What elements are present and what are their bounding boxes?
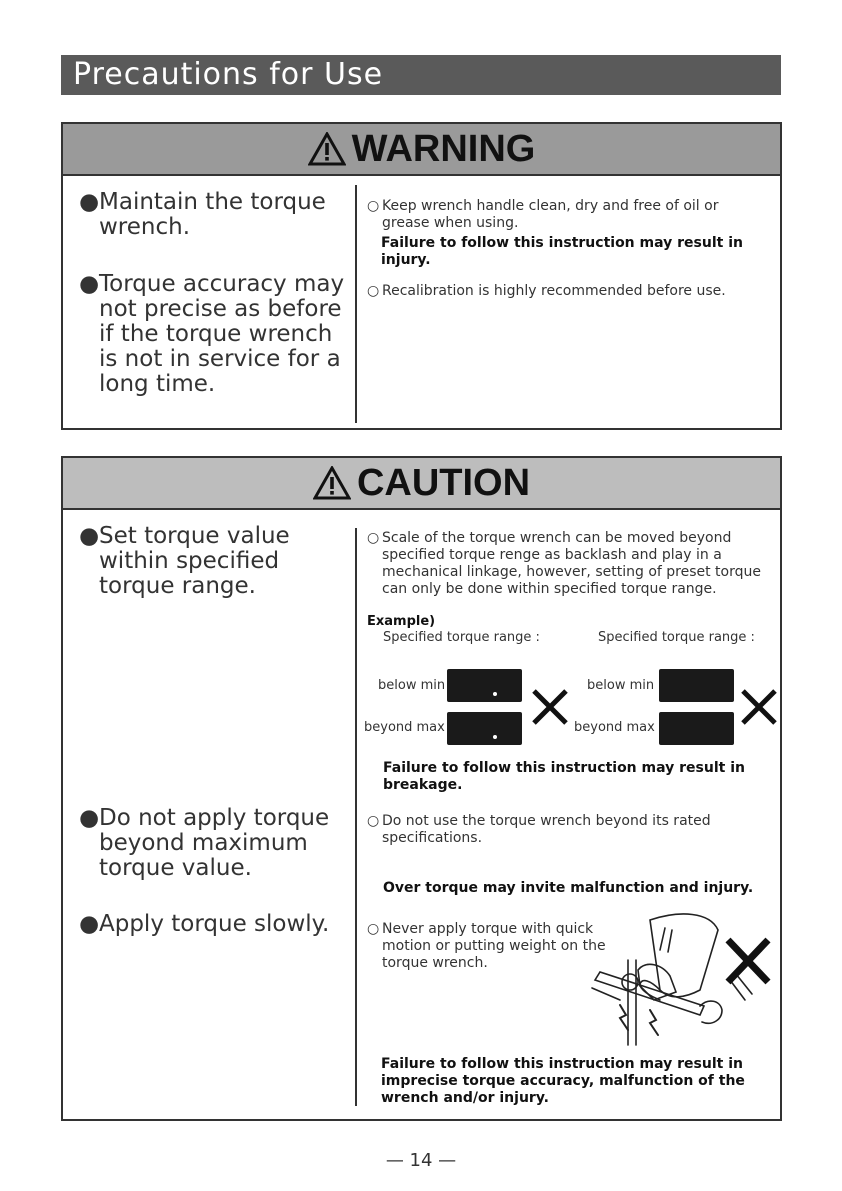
caution-item-scale: ○ Scale of the torque wrench can be moved beyond specified torque renge as backlash and play in a mechanical linkage, however, setting of preset torque can only be done within specified torque range. [367,530,761,597]
caution-header [63,458,780,510]
warning-item-clean: ○ Keep wrench handle clean, dry and free of oil or grease when using. [367,198,719,231]
torque-display-beyond-max-2 [659,712,734,745]
torque-display-below-min-2 [659,669,734,702]
caution-title: CAUTION [356,461,531,504]
warning-triangle-icon [313,466,351,500]
warning-triangle-icon [308,132,346,166]
caution-bullet-slowly: ● Apply torque slowly. [79,911,330,937]
page-number: — 14 — [385,1150,457,1171]
warning-item-recalibration: ○ Recalibration is highly recommended before use. [367,283,726,299]
x-mark-icon [728,940,768,982]
beyond-max-label-left: beyond max [364,720,445,735]
warning-bullet-accuracy: ● Torque accuracy may not precise as before if the torque wrench is not in service for a long time. [79,271,345,397]
caution-note-over-torque: Over torque may invite malfunction and injury. [383,880,754,896]
bullet-icon: ● [79,189,100,215]
x-mark-icon [531,688,569,726]
circle-bullet-icon: ○ [367,921,380,937]
range-label-left: Specified torque range : [383,630,540,645]
warning-bullet-maintain: ● Maintain the torque wrench. [79,189,326,240]
below-min-label-right: below min [587,678,655,693]
warning-header [63,124,780,176]
example-label: Example) [367,614,436,629]
torque-display-below-min [447,669,522,702]
bullet-icon: ● [79,805,100,831]
beyond-max-label-right: beyond max [574,720,655,735]
page-title: Precautions for Use [61,55,781,95]
bullet-icon: ● [79,911,100,937]
warning-title: WARNING [351,127,536,170]
circle-bullet-icon: ○ [367,530,380,546]
bullet-icon: ● [79,523,100,549]
caution-divider [355,528,357,1106]
circle-bullet-icon: ○ [367,813,380,829]
range-label-right: Specified torque range : [598,630,755,645]
below-min-label-left: below min [378,678,446,693]
bullet-icon: ● [79,271,100,297]
circle-bullet-icon: ○ [367,198,380,214]
caution-bullet-set-torque: ● Set torque value within specified torque range. [79,523,290,599]
circle-bullet-icon: ○ [367,283,380,299]
x-mark-icon [740,688,778,726]
caution-item-rated-spec: ○ Do not use the torque wrench beyond its rated specifications. [367,813,711,846]
warning-divider [355,185,357,423]
caution-note-breakage: Failure to follow this instruction may result in breakage. [383,760,745,793]
caution-bullet-max-torque: ● Do not apply torque beyond maximum torque value. [79,805,330,881]
stepping-on-wrench-illustration [590,910,780,1050]
torque-display-beyond-max [447,712,522,745]
caution-note-imprecise: Failure to follow this instruction may result in imprecise torque accuracy, malfunction of the wrench and/or injury. [381,1056,745,1106]
caution-item-quick-motion: ○ Never apply torque with quick motion or putting weight on the torque wrench. [367,921,606,971]
warning-note: Failure to follow this instruction may result in injury. [381,235,743,268]
